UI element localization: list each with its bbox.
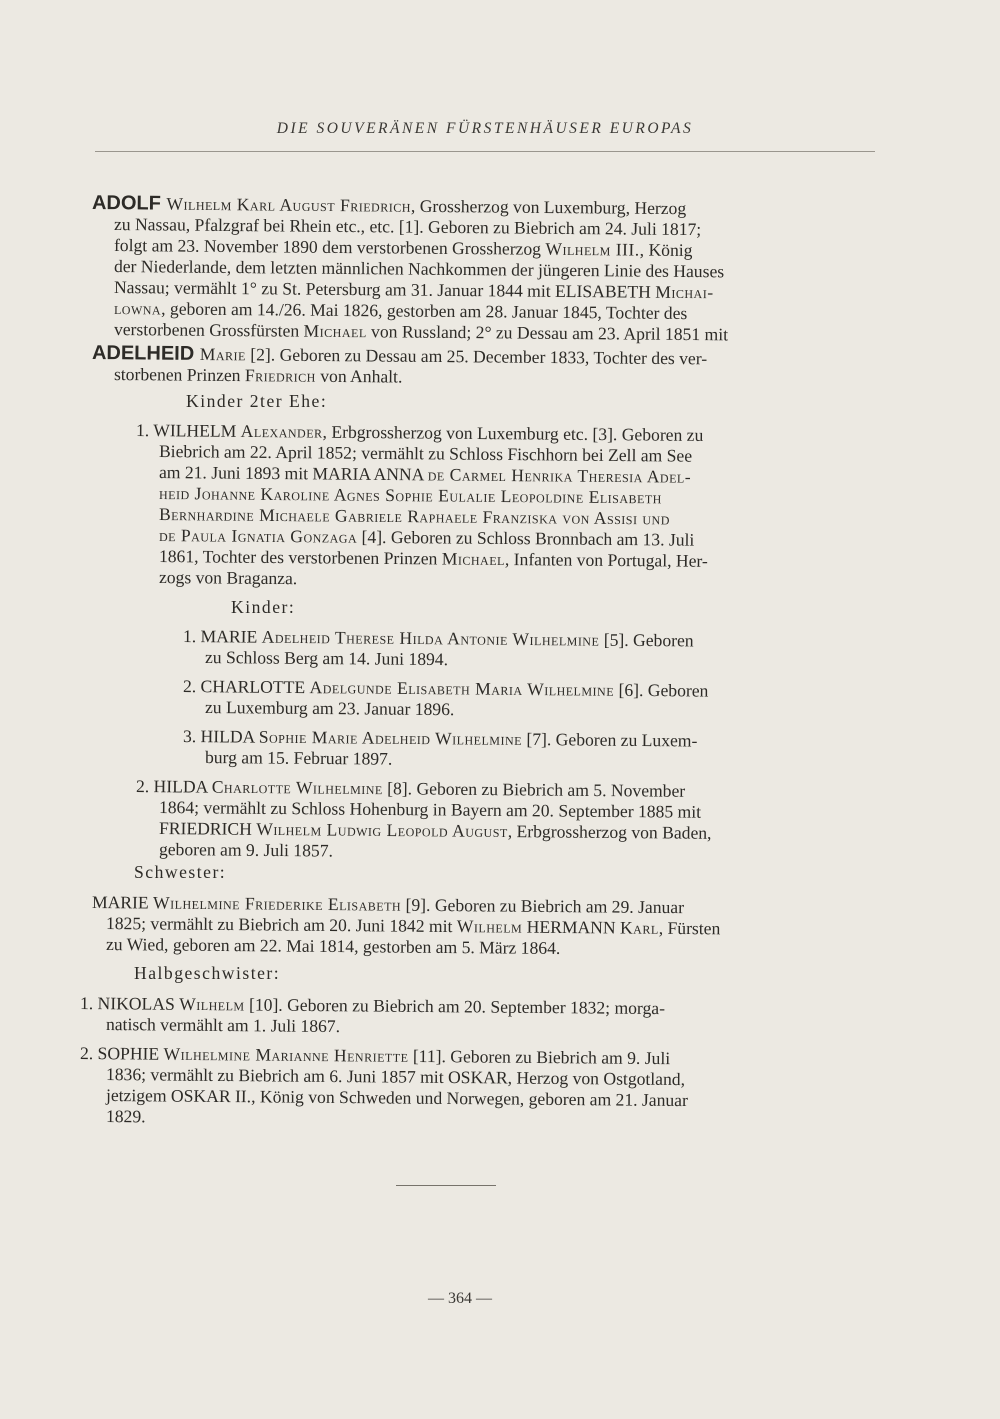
text-segment: Wilhelm Karl August Friedrich	[166, 193, 412, 216]
text-segment: Karl	[619, 917, 659, 938]
text-segment: [8]. Geboren zu Biebrich am 5. November	[382, 778, 686, 801]
text-segment: Wilhelm Ludwig Leopold August	[256, 818, 508, 842]
text-segment: de Paula Ignatia Gonzaga	[158, 525, 358, 547]
text-segment: , König	[639, 239, 693, 261]
text-segment: HERMANN	[522, 916, 621, 938]
text-segment: Adelgunde Elisabeth Maria Wilhelmine	[309, 677, 615, 700]
text-segment: Michael	[441, 548, 506, 570]
text-line	[205, 747, 392, 769]
text-segment: 1864; vermählt zu Schloss Hohenburg in Bayern am 20. September 1885 mit	[158, 797, 702, 822]
text-segment: Sophie Marie Adelheid Wilhelmine	[258, 726, 523, 749]
text-line	[159, 839, 333, 861]
text-line	[106, 1085, 688, 1110]
text-segment: [6]. Geboren	[614, 679, 709, 701]
text-segment: zu Nassau, Pfalzgraf bei Rhein etc., etc. [1]. Geboren zu Biebrich am 24. Juli 1817;	[113, 214, 702, 240]
text-segment: 1. WILHELM	[135, 420, 241, 441]
text-line	[205, 697, 455, 719]
text-segment: Friedrich	[244, 365, 316, 386]
text-line	[134, 963, 280, 983]
text-segment: , geboren am 14./26. Mai 1826, gestorben am 28. Januar 1845, Tochter des	[161, 298, 688, 324]
text-segment: Wilhelm	[179, 993, 245, 1015]
text-segment: zu Luxemburg am 23. Januar 1896.	[204, 697, 455, 720]
text-segment: Wilhelm III.	[545, 238, 640, 260]
text-segment: Michael	[303, 320, 367, 342]
text-segment: [10]. Geboren zu Biebrich am 20. September 1832; morga-	[244, 994, 666, 1019]
text-line	[134, 862, 226, 882]
text-segment: zogs von Braganza.	[158, 567, 298, 589]
text-segment: geboren am 9. Juli 1857.	[158, 839, 334, 861]
text-segment: Bernhardine Michaele Gabriele Raphaele Franziska von Assisi und	[158, 504, 671, 529]
text-segment: , Infanten von Portugal, Her-	[504, 549, 708, 571]
text-segment: Kinder 2ter Ehe:	[186, 391, 328, 411]
text-segment: 2. CHARLOTTE	[182, 676, 310, 698]
text-line	[114, 364, 403, 387]
text-segment: Kinder:	[231, 597, 296, 617]
text-segment: ADOLF	[91, 192, 167, 215]
text-segment: Schwester:	[134, 862, 227, 882]
text-line	[114, 319, 728, 344]
text-segment: Wilhelmine Marianne Henriette	[163, 1043, 409, 1066]
page-number: — 364 —	[428, 1290, 492, 1307]
text-segment: zu Wied, geboren am 22. Mai 1814, gestorben am 5. März 1864.	[105, 934, 561, 958]
text-segment: [7]. Geboren zu Luxem-	[521, 728, 698, 751]
text-segment: , Erbgrossherzog von Baden,	[507, 821, 712, 843]
text-segment: [4]. Geboren zu Schloss Bronnbach am 13. Juli	[357, 526, 695, 550]
text-segment: Wilhelmine Friederike Elisabeth	[153, 892, 402, 915]
text-segment: Halbgeschwister:	[134, 963, 281, 983]
text-segment: [5]. Geboren	[599, 629, 694, 651]
text-segment: von Anhalt.	[315, 365, 403, 387]
text-segment: 3. HILDA	[182, 726, 259, 747]
text-segment: , Erbgrossherzog von Luxemburg etc. [3]. Geboren zu	[322, 421, 704, 445]
text-segment: 1829.	[105, 1106, 146, 1127]
text-segment: heid Johanne Karoline Agnes Sophie Eulalie Leopoldine Elisabeth	[158, 483, 662, 508]
text-segment: ADELHEID	[91, 342, 200, 365]
text-segment: verstorbenen Grossfürsten	[113, 319, 304, 341]
text-segment: [9]. Geboren zu Biebrich am 29. Januar	[401, 894, 685, 918]
text-segment: jetzigem OSKAR II., König von Schweden und Norwegen, geboren am 21. Januar	[105, 1085, 689, 1111]
text-segment: der Niederlande, dem letzten männlichen Nachkommen der jüngeren Linie des Hauses	[113, 256, 725, 282]
text-segment: [11]. Geboren zu Biebrich am 9. Juli	[408, 1045, 671, 1069]
text-segment: 2. SOPHIE	[79, 1043, 164, 1064]
text-line	[106, 1014, 340, 1036]
running-header: DIE SOUVERÄNEN FÜRSTENHÄUSER EUROPAS	[276, 120, 694, 137]
text-line	[205, 647, 448, 669]
text-segment: burg am 15. Februar 1897.	[204, 747, 393, 769]
text-segment: am 21. Juni 1893 mit MARIA ANNA	[158, 462, 428, 485]
header-rule	[95, 151, 875, 152]
text-segment: 1. NIKOLAS	[79, 993, 180, 1014]
text-segment: 1861, Tochter des verstorbenen Prinzen	[158, 546, 442, 569]
text-line	[106, 1106, 146, 1126]
text-segment: Michai-	[655, 281, 714, 303]
text-line	[186, 391, 327, 411]
text-line	[231, 597, 295, 617]
text-segment: Alexander	[240, 420, 323, 442]
text-segment: lowna	[113, 298, 162, 319]
text-segment: [2]. Geboren zu Dessau am 25. December 1833, Tochter des ver-	[245, 344, 708, 369]
text-segment: Marie	[199, 343, 247, 365]
text-segment: Adelheid Therese Hilda Antonie Wilhelmine	[261, 626, 600, 650]
text-segment: Nassau; vermählt 1° zu St. Petersburg am 31. Januar 1844 mit ELISABETH	[113, 277, 656, 302]
text-segment: MARIE	[91, 892, 154, 913]
text-segment: FRIEDRICH	[158, 818, 257, 839]
text-line	[159, 567, 297, 588]
text-segment: Wilhelm	[456, 916, 523, 937]
text-segment: natisch vermählt am 1. Juli 1867.	[105, 1014, 341, 1037]
text-line	[106, 934, 561, 958]
text-segment: storbenen Prinzen	[113, 364, 246, 386]
text-segment: 1. MARIE	[182, 626, 262, 647]
end-rule	[396, 1185, 496, 1186]
text-segment: 1836; vermählt zu Biebrich am 6. Juni 1857 mit OSKAR, Herzog von Ostgotland,	[105, 1064, 686, 1090]
text-segment: folgt am 23. November 1890 dem verstorbenen Grossherzog	[113, 235, 546, 259]
text-segment: 1825; vermählt zu Biebrich am 20. Juni 1842 mit	[105, 913, 457, 937]
text-segment: de Carmel Henrika Theresia Adel-	[427, 464, 692, 487]
text-segment: , Fürsten	[658, 917, 721, 939]
text-segment: , Grossherzog von Luxemburg, Herzog	[410, 195, 687, 219]
text-segment: von Russland; 2° zu Dessau am 23. April 1851 mit	[366, 321, 729, 345]
text-segment: Charlotte Wilhelmine	[211, 776, 383, 799]
text-segment: Biebrich am 22. April 1852; vermählt zu Schloss Fischhorn bei Zell am See	[158, 441, 693, 466]
text-segment: zu Schloss Berg am 14. Juni 1894.	[204, 647, 449, 670]
text-segment: 2. HILDA	[135, 776, 212, 797]
